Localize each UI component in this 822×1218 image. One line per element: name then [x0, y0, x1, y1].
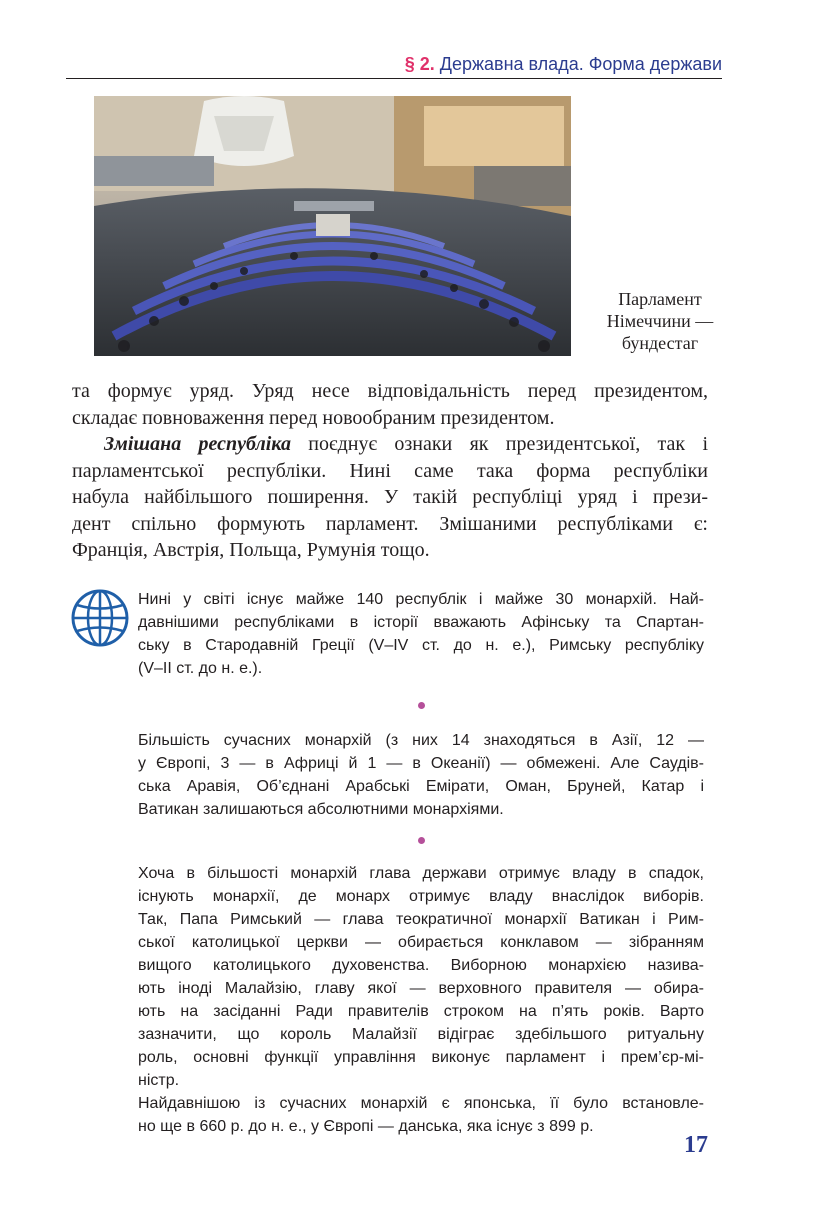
separator-bullet: [418, 702, 425, 709]
fact-republics: [138, 588, 704, 680]
globe-icon: [70, 588, 130, 648]
page-number: 17: [684, 1132, 708, 1158]
paragraph-continuation: [72, 378, 708, 431]
fact-line: Нині у світі існує майже 140 республік і майже 30 монархій. Най-: [138, 591, 704, 608]
fact-line: у Європі, 3 — в Африці й 1 — в Океанії) — обмежені. Але Саудів-: [138, 755, 704, 772]
text-fragment: поєднує ознаки як президентської, так і: [308, 433, 709, 455]
bundestag-illustration: [94, 96, 571, 356]
fact-line: но ще в 660 р. до н. е., у Європі — данська, яка існує з 899 р.: [138, 1118, 594, 1135]
running-header: [66, 54, 722, 76]
text-line: Франція, Австрія, Польща, Румунія тощо.: [72, 539, 430, 561]
fact-line: ську в Стародавній Греції (V–IV ст. до н. е.), Римську республіку: [138, 637, 704, 654]
text-line: дент спільно формують парламент. Змішаними республіками є:: [72, 512, 708, 535]
fact-line: роль, основні функції управління виконує парламент і прем’єр-мі-: [138, 1049, 704, 1066]
fact-oldest-monarchy: [138, 1092, 704, 1138]
fact-line: Хоча в більшості монархій глава держави отримує владу в спадок,: [138, 865, 704, 882]
text-line: парламентської республіки. Нині саме така форма республіки: [72, 459, 708, 482]
fact-line: ють на засіданні Ради правителів строком на п’ять років. Варто: [138, 1003, 704, 1020]
fact-line: існують монархії, де монарх отримує владу внаслідок виборів.: [138, 888, 704, 905]
text-line: набула найбільшого поширення. У такій республіці уряд і прези-: [72, 486, 708, 508]
caption-line: Німеччини —: [606, 311, 714, 331]
fact-line: Ватикан залишаються абсолютними монархіями.: [138, 801, 504, 818]
caption-line: Парламент: [618, 289, 702, 309]
bundestag-photo: [94, 96, 571, 356]
text-line: [72, 431, 708, 458]
fact-line: ська Аравія, Об’єднані Арабські Емірати, Оман, Бруней, Катар і: [138, 778, 704, 795]
fact-line: ністр.: [138, 1072, 180, 1089]
fact-line: Більшість сучасних монархій (з них 14 знаходяться в Азії, 12 —: [138, 732, 704, 749]
section-title: Державна влада. Форма держави: [439, 54, 722, 74]
separator-bullet: [418, 837, 425, 844]
fact-line: вищого католицького духовенства. Виборною монархією назива-: [138, 957, 704, 974]
section-mark: § 2.: [404, 54, 435, 74]
fact-line: Так, Папа Римський — глава теократичної монархії Ватикан і Рим-: [138, 911, 704, 928]
fact-line: ської католицької церкви — обирається конклавом — зібранням: [138, 934, 704, 951]
fact-line: зазначити, що король Малайзії відіграє здебільшого ритуальну: [138, 1026, 704, 1043]
fact-line: ють іноді Малайзію, главу якої — верховного правителя — обира-: [138, 980, 704, 997]
fact-line: (V–II ст. до н. е.).: [138, 660, 263, 677]
facts-box: [138, 588, 704, 1138]
text-line: та формує уряд. Уряд несе відповідальність перед президентом,: [72, 380, 708, 402]
paragraph-mixed-republic: [72, 431, 708, 564]
term-mixed-republic: Змішана республіка: [104, 433, 291, 455]
fact-elective-monarchies: [138, 862, 704, 1092]
fact-line: давнішими республіками в історії вважають Афінську та Спартан-: [138, 614, 704, 631]
fact-line: Найдавнішою із сучасних монархій є японська, її було встановле-: [138, 1095, 704, 1112]
caption-line: бундестаг: [621, 333, 699, 353]
photo-caption: [588, 288, 732, 354]
text-line: складає повноваження перед новообраним президентом.: [72, 406, 555, 429]
fact-monarchies: [138, 729, 704, 821]
header-divider: [66, 78, 722, 79]
main-text: [72, 378, 708, 564]
